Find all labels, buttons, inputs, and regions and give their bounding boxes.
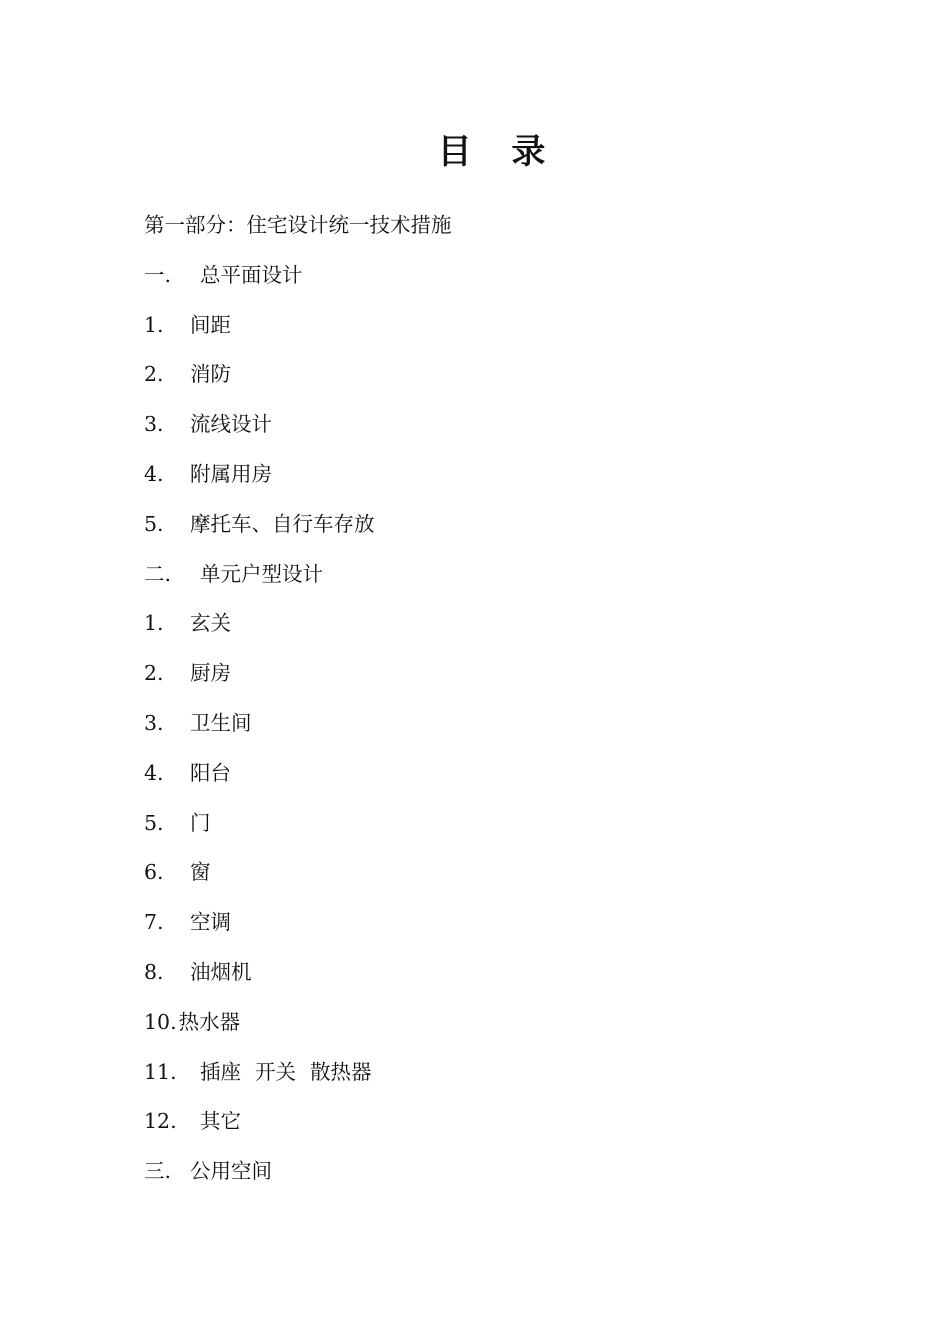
toc-entry-text: 总平面设计 [200, 262, 303, 287]
toc-entry-circulation [144, 400, 452, 450]
toc-entry-entrance [144, 599, 452, 649]
toc-entry-number: 4. [144, 461, 164, 486]
toc-entry-spacing [144, 301, 452, 351]
toc-entry-text: 窗 [190, 860, 211, 885]
toc-entry-text: 油烟机 [190, 959, 252, 984]
toc-entry-text: 空调 [190, 910, 231, 935]
toc-entry-part-one [144, 201, 452, 251]
toc-entry-bike-storage [144, 500, 452, 550]
toc-entry-sockets-switches-radiators [144, 1048, 452, 1098]
toc-entry-number: 10. [144, 1009, 177, 1034]
toc-entry-unit-design [144, 550, 452, 600]
toc-entry-text: 厨房 [190, 661, 231, 686]
toc-entry-bathroom [144, 699, 452, 749]
toc-entry-text: 第一部分：住宅设计统一技术措施 [144, 213, 452, 237]
toc-entry-text-radiator: 散热器 [310, 1059, 372, 1084]
toc-entry-text: 间距 [190, 312, 231, 337]
toc-entry-text: 其它 [200, 1109, 241, 1134]
toc-entry-text: 消防 [190, 362, 231, 387]
toc-entry-text: 玄关 [190, 611, 231, 636]
toc-entry-text: 单元户型设计 [200, 561, 323, 586]
toc-entry-number: 6. [144, 860, 164, 885]
toc-entry-number: 7. [144, 910, 164, 935]
toc-entry-number: 8. [144, 959, 164, 984]
toc-entry-number: 3. [144, 412, 164, 437]
toc-entry-text: 卫生间 [190, 710, 252, 735]
toc-entry-number: 二. [144, 561, 172, 586]
toc-entry-air-conditioning [144, 898, 452, 948]
toc-entry-text: 门 [190, 810, 211, 835]
toc-entry-kitchen [144, 649, 452, 699]
toc-entry-range-hood [144, 948, 452, 998]
toc-entry-text: 热水器 [178, 1009, 241, 1034]
page-title: 目 录 [437, 132, 560, 172]
toc-entry-balcony [144, 749, 452, 799]
toc-entry-number: 11. [144, 1059, 177, 1084]
toc-entry-fire-protection [144, 350, 452, 400]
toc-entry-number: 一. [144, 262, 172, 287]
toc-entry-door [144, 799, 452, 849]
toc-entry-number: 三. [144, 1159, 172, 1184]
toc-entry-number: 3. [144, 710, 164, 735]
toc-entry-other [144, 1097, 452, 1147]
toc-entry-number: 5. [144, 511, 164, 536]
toc-entry-number: 4. [144, 760, 164, 785]
toc-entry-number: 5. [144, 810, 164, 835]
table-of-contents [144, 201, 452, 1197]
toc-entry-text: 公用空间 [190, 1159, 272, 1184]
toc-entry-text: 阳台 [190, 760, 231, 785]
toc-entry-number: 12. [144, 1109, 177, 1134]
toc-entry-public-space [144, 1147, 452, 1197]
toc-entry-text-switch: 开关 [255, 1059, 296, 1084]
toc-entry-number: 2. [144, 661, 164, 686]
toc-entry-water-heater [144, 998, 452, 1048]
toc-entry-site-plan [144, 251, 452, 301]
toc-entry-window [144, 848, 452, 898]
toc-entry-text: 插座 [200, 1059, 241, 1084]
toc-entry-ancillary-rooms [144, 450, 452, 500]
toc-entry-number: 2. [144, 362, 164, 387]
toc-entry-text: 摩托车、自行车存放 [190, 511, 375, 536]
toc-entry-number: 1. [144, 312, 164, 337]
toc-entry-text: 附属用房 [190, 461, 272, 486]
toc-entry-text: 流线设计 [190, 412, 272, 437]
toc-entry-number: 1. [144, 611, 164, 636]
